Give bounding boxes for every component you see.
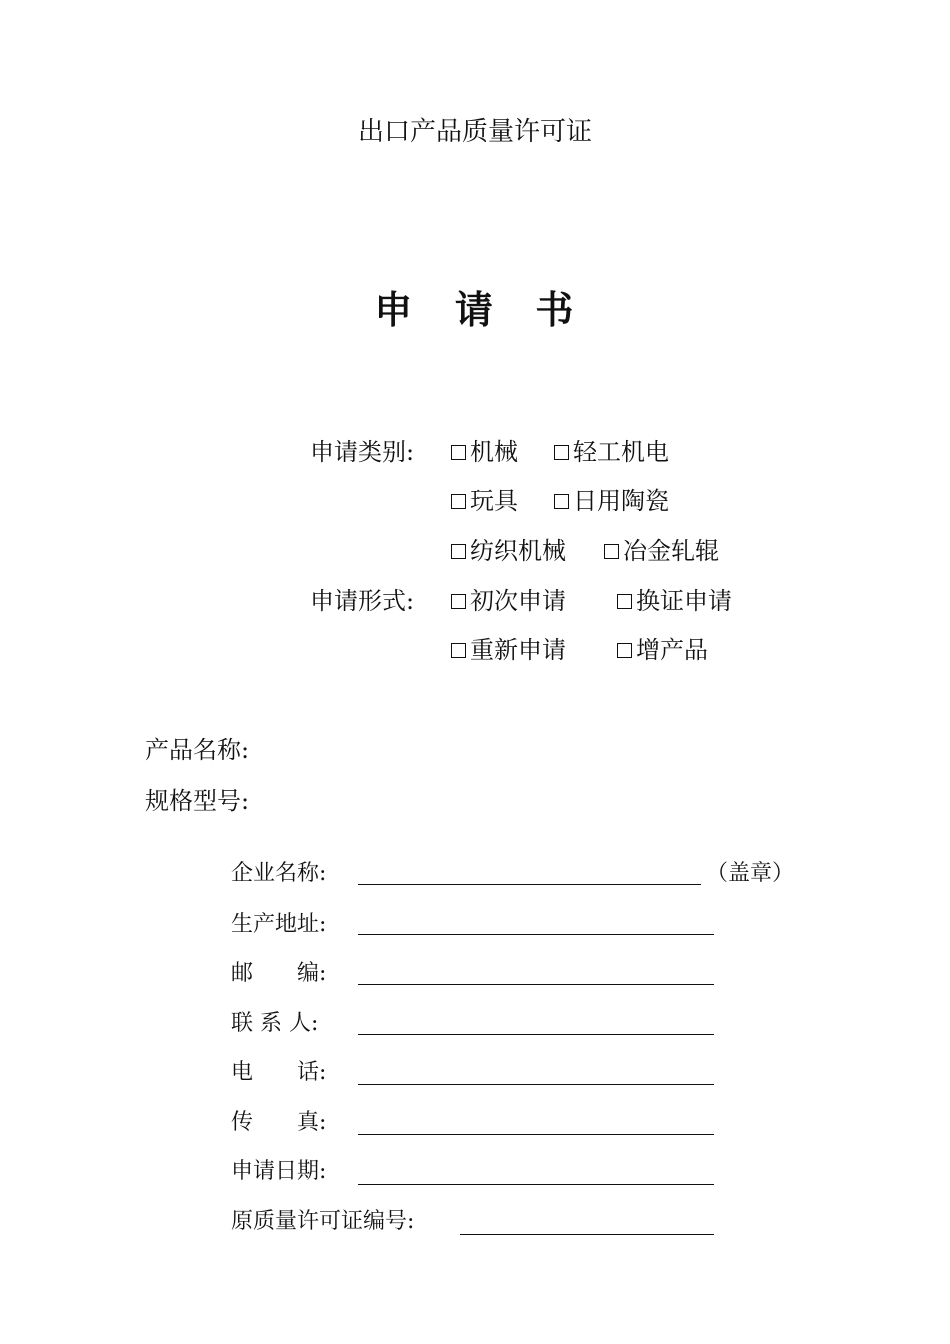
category-option-label: 玩具 [470, 487, 518, 515]
checkbox[interactable] [451, 544, 466, 559]
form-option-renewal[interactable] [617, 586, 732, 616]
postal-code-line[interactable] [358, 984, 714, 985]
category-option-machinery[interactable] [451, 437, 518, 467]
category-option-daily-ceramics[interactable] [554, 486, 669, 516]
phone-line[interactable] [358, 1084, 714, 1085]
form-option-label: 初次申请 [470, 587, 566, 615]
category-option-label: 纺织机械 [470, 537, 566, 565]
product-model-label: 规格型号: [145, 787, 250, 815]
category-option-light-industry-electromechanical[interactable] [554, 437, 669, 467]
form-option-add-product[interactable] [617, 635, 708, 665]
production-address-label: 生产地址: [231, 912, 327, 937]
company-name-label: 企业名称: [231, 861, 327, 886]
fax-line[interactable] [358, 1134, 714, 1135]
checkbox[interactable] [554, 494, 569, 509]
checkbox[interactable] [604, 544, 619, 559]
checkbox[interactable] [554, 445, 569, 460]
contact-person-line[interactable] [358, 1034, 714, 1035]
seal-note: （盖章） [706, 861, 795, 886]
company-name-line[interactable] [358, 884, 701, 885]
application-date-line[interactable] [358, 1184, 714, 1185]
category-option-label: 轻工机电 [573, 438, 669, 466]
phone-label: 电 话: [231, 1060, 327, 1085]
category-option-metallurgical-rolls[interactable] [604, 536, 719, 566]
form-option-reapply[interactable] [451, 635, 566, 665]
form-option-label: 重新申请 [470, 636, 566, 664]
application-date-label: 申请日期: [231, 1159, 327, 1184]
original-license-number-label: 原质量许可证编号: [231, 1209, 415, 1234]
form-option-label: 换证申请 [636, 587, 732, 615]
category-option-textile-machinery[interactable] [451, 536, 566, 566]
category-option-label: 冶金轧辊 [623, 537, 719, 565]
product-name-label: 产品名称: [145, 736, 250, 764]
checkbox[interactable] [451, 445, 466, 460]
form-label: 申请形式: [310, 587, 415, 615]
postal-code-label: 邮 编: [231, 961, 327, 986]
category-label: 申请类别: [310, 438, 415, 466]
contact-person-label: 联 系 人: [231, 1011, 319, 1036]
category-option-label: 日用陶瓷 [573, 487, 669, 515]
document-title: 申 请 书 [374, 287, 576, 332]
production-address-line[interactable] [358, 934, 714, 935]
original-license-number-line[interactable] [460, 1234, 714, 1235]
document-subtitle: 出口产品质量许可证 [357, 117, 592, 147]
checkbox[interactable] [451, 594, 466, 609]
checkbox[interactable] [451, 643, 466, 658]
checkbox[interactable] [451, 494, 466, 509]
checkbox[interactable] [617, 643, 632, 658]
form-option-label: 增产品 [636, 636, 708, 664]
form-option-initial[interactable] [451, 586, 566, 616]
checkbox[interactable] [617, 594, 632, 609]
fax-label: 传 真: [231, 1110, 327, 1135]
category-option-label: 机械 [470, 438, 518, 466]
category-option-toys[interactable] [451, 486, 518, 516]
